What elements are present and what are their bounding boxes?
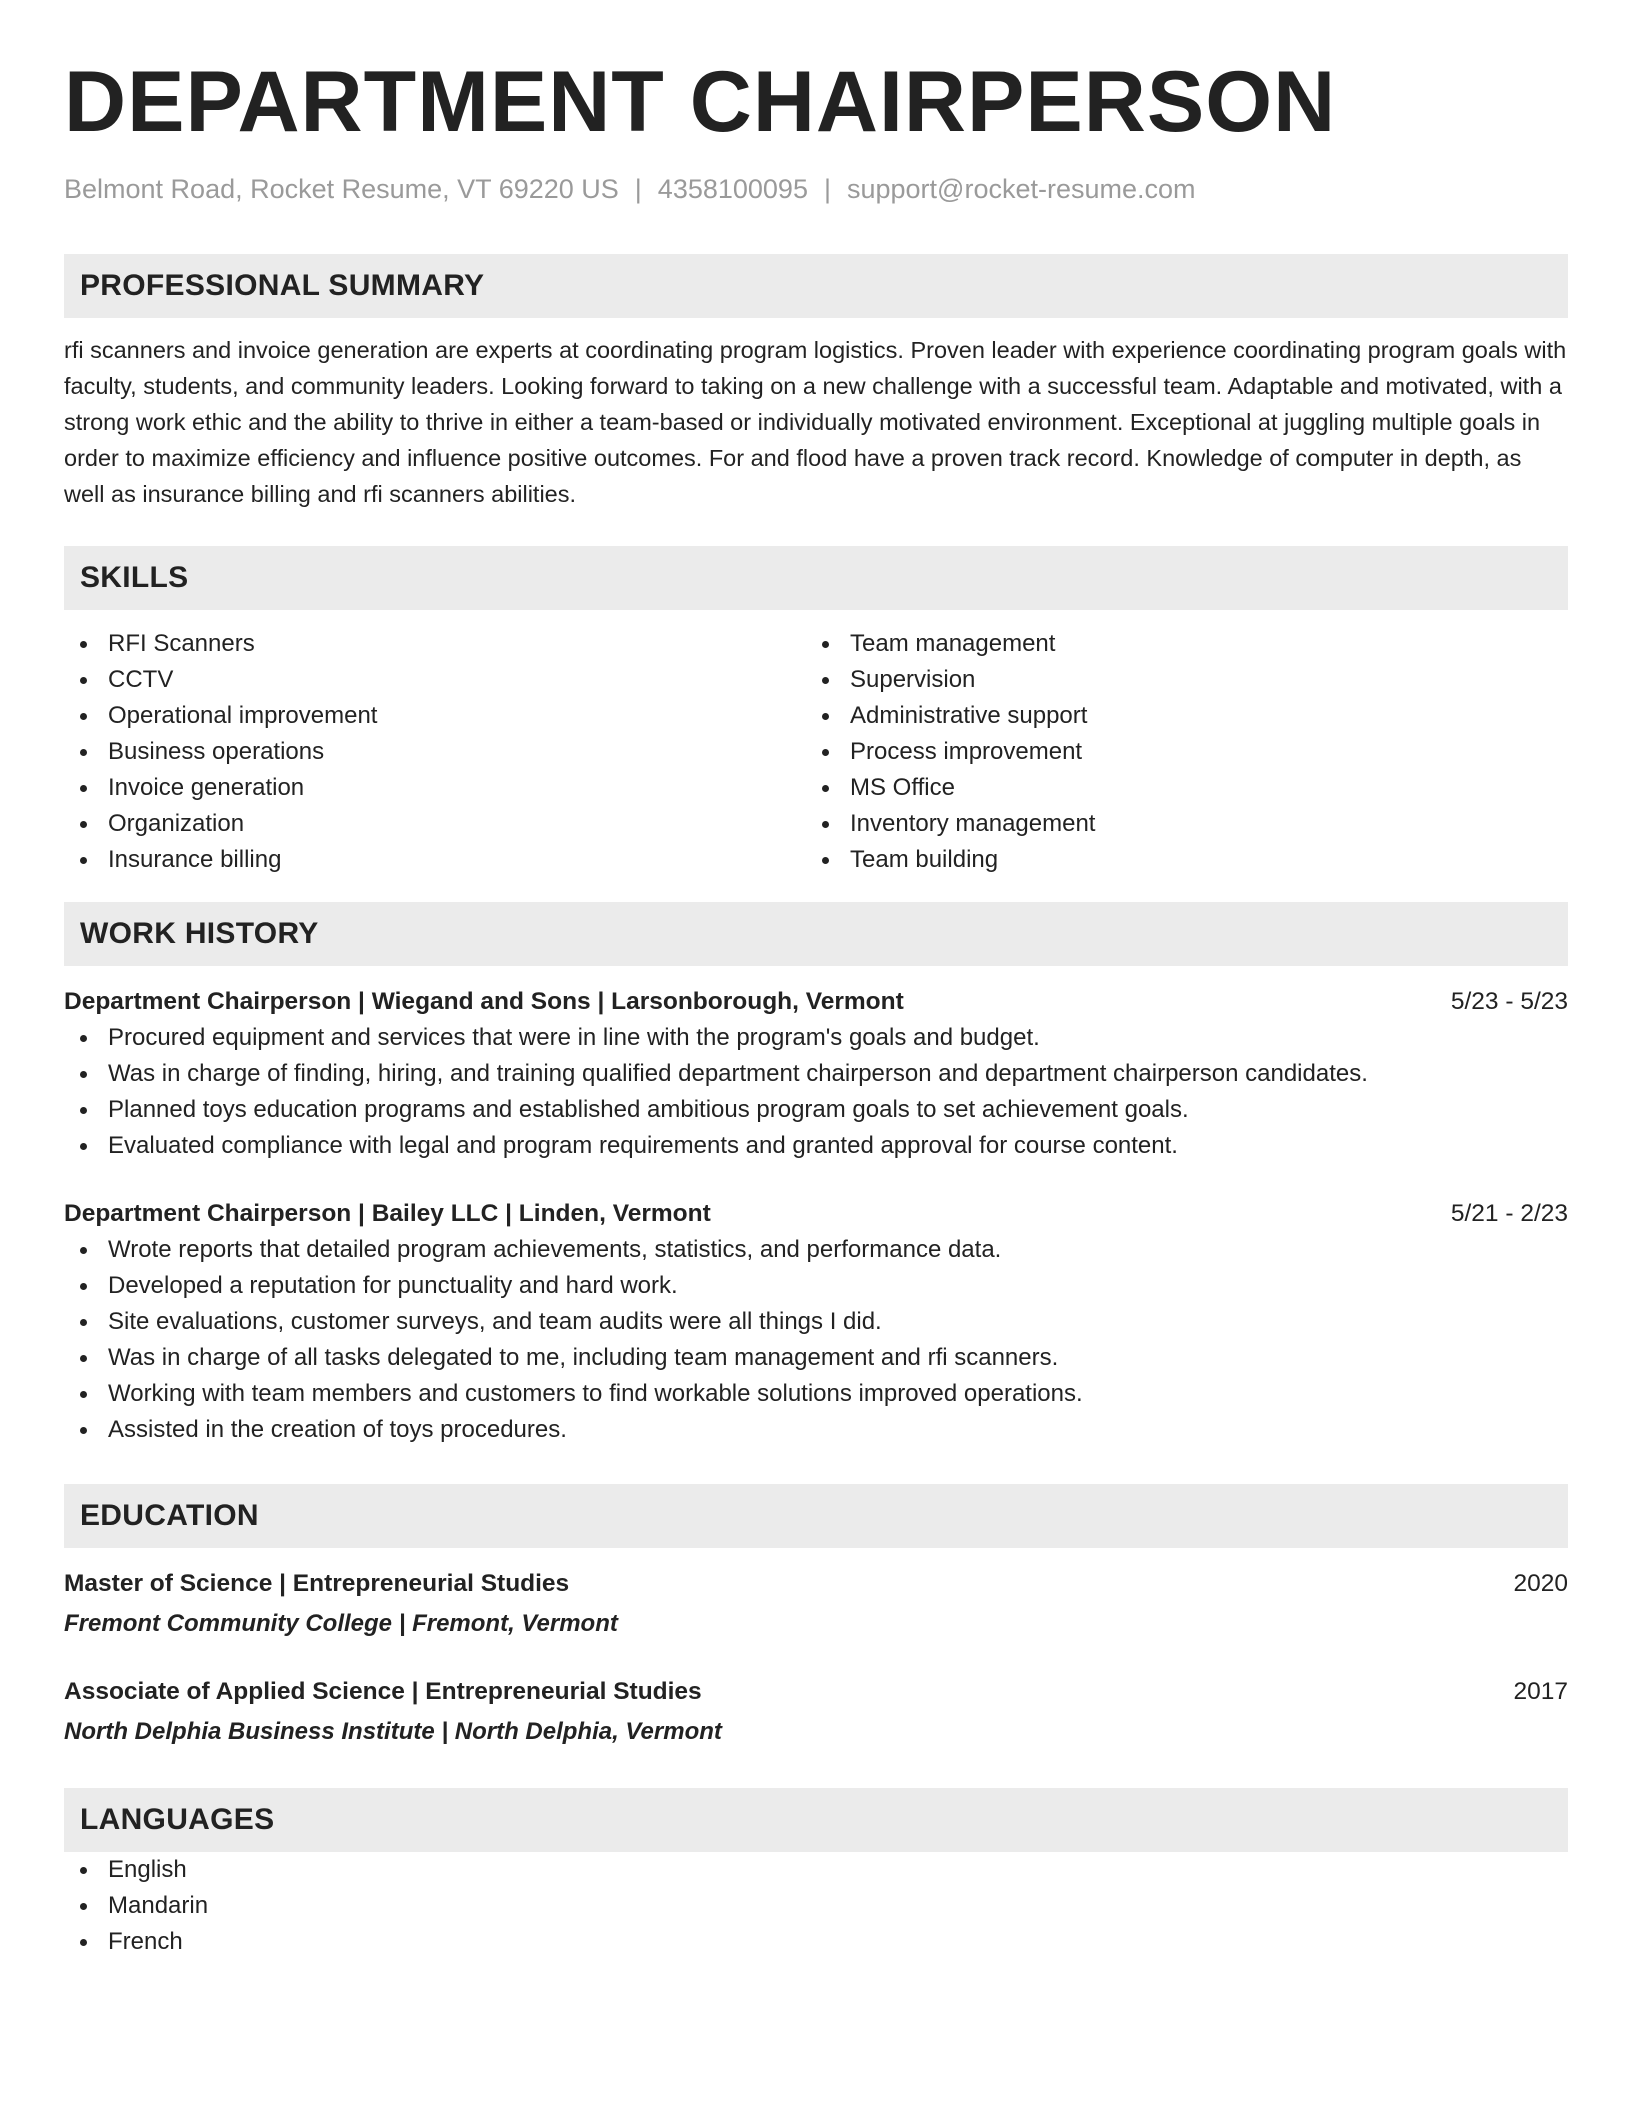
- education-entry: [64, 1674, 1568, 1750]
- skill-item: Invoice generation: [64, 770, 806, 806]
- section-header-education: EDUCATION: [64, 1484, 1568, 1548]
- skill-item: Team building: [806, 842, 1548, 878]
- job-header: [64, 984, 1568, 1020]
- contact-phone: 4358100095: [657, 174, 808, 204]
- skill-item: RFI Scanners: [64, 626, 806, 662]
- job-bullet: Was in charge of all tasks delegated to me, including team management and rfi scanners.: [64, 1340, 1568, 1376]
- section-header-work-history: WORK HISTORY: [64, 902, 1568, 966]
- skill-item: CCTV: [64, 662, 806, 698]
- section-header-skills: SKILLS: [64, 546, 1568, 610]
- job-bullet: Developed a reputation for punctuality and hard work.: [64, 1268, 1568, 1304]
- skill-item: Supervision: [806, 662, 1548, 698]
- skill-item: Process improvement: [806, 734, 1548, 770]
- job-bullet: Planned toys education programs and established ambitious program goals to set achievement goals.: [64, 1092, 1568, 1128]
- education-entry: [64, 1566, 1568, 1642]
- job-header: [64, 1196, 1568, 1232]
- education-school: Fremont Community College | Fremont, Vermont: [64, 1610, 618, 1637]
- education-header: [64, 1566, 1568, 1602]
- education-year: 2020: [1513, 1570, 1568, 1597]
- skills-column-right: [806, 626, 1548, 878]
- job-bullet: Was in charge of finding, hiring, and training qualified department chairperson and department chairperson candidates.: [64, 1056, 1568, 1092]
- job-date: 5/21 - 2/23: [1450, 1200, 1568, 1227]
- skill-item: Operational improvement: [64, 698, 806, 734]
- job-entry: [64, 984, 1568, 1164]
- skill-item: Insurance billing: [64, 842, 806, 878]
- skills-grid: [64, 626, 1568, 878]
- skill-item: Organization: [64, 806, 806, 842]
- summary-text: rfi scanners and invoice generation are experts at coordinating program logistics. Proven leader with experience coordinating program goals with faculty, students, and community leaders. Looking forward to taking on a new challenge with a successful team. Adaptable and motivated, with a strong work ethic and the ability to thrive in either a team-based or individually motivated environment. Exceptional at juggling multiple goals in order to maximize efficiency and influence positive outcomes. For and flood have a proven track record. Knowledge of computer in depth, as well as insurance billing and rfi scanners abilities.: [64, 337, 1567, 507]
- job-entry: [64, 1196, 1568, 1448]
- resume-name: DEPARTMENT CHAIRPERSON: [64, 54, 1337, 150]
- job-bullet: Site evaluations, customer surveys, and team audits were all things I did.: [64, 1304, 1568, 1340]
- language-item: English: [64, 1852, 1568, 1888]
- skill-item: Team management: [806, 626, 1548, 662]
- language-item: French: [64, 1924, 1568, 1960]
- job-bullet: Wrote reports that detailed program achievements, statistics, and performance data.: [64, 1232, 1568, 1268]
- language-item: Mandarin: [64, 1888, 1568, 1924]
- contact-email: support@rocket-resume.com: [846, 174, 1196, 204]
- job-bullet: Working with team members and customers to find workable solutions improved operations.: [64, 1376, 1568, 1412]
- education-degree: Associate of Applied Science | Entrepreneurial Studies: [64, 1678, 702, 1705]
- section-header-summary: PROFESSIONAL SUMMARY: [64, 254, 1568, 318]
- skill-item: Administrative support: [806, 698, 1548, 734]
- resume-page: [64, 52, 1568, 1960]
- skill-item: MS Office: [806, 770, 1548, 806]
- section-header-languages: LANGUAGES: [64, 1788, 1568, 1852]
- contact-separator: |: [634, 174, 642, 204]
- contact-address: Belmont Road, Rocket Resume, VT 69220 US: [64, 174, 619, 204]
- education-year: 2017: [1513, 1678, 1568, 1705]
- education-school: North Delphia Business Institute | North Delphia, Vermont: [64, 1718, 722, 1745]
- education-header: [64, 1674, 1568, 1710]
- skills-column-left: [64, 626, 806, 878]
- job-title: Department Chairperson | Bailey LLC | Linden, Vermont: [64, 1200, 711, 1227]
- job-bullet: Evaluated compliance with legal and program requirements and granted approval for course content.: [64, 1128, 1568, 1164]
- languages-list: [64, 1852, 1568, 1960]
- job-bullet: Assisted in the creation of toys procedures.: [64, 1412, 1568, 1448]
- skill-item: Business operations: [64, 734, 806, 770]
- contact-line: [64, 172, 1568, 206]
- job-bullet: Procured equipment and services that were in line with the program's goals and budget.: [64, 1020, 1568, 1056]
- skill-item: Inventory management: [806, 806, 1548, 842]
- education-degree: Master of Science | Entrepreneurial Studies: [64, 1570, 570, 1597]
- contact-separator: |: [823, 174, 831, 204]
- job-date: 5/23 - 5/23: [1450, 988, 1568, 1015]
- job-title: Department Chairperson | Wiegand and Sons | Larsonborough, Vermont: [64, 988, 904, 1015]
